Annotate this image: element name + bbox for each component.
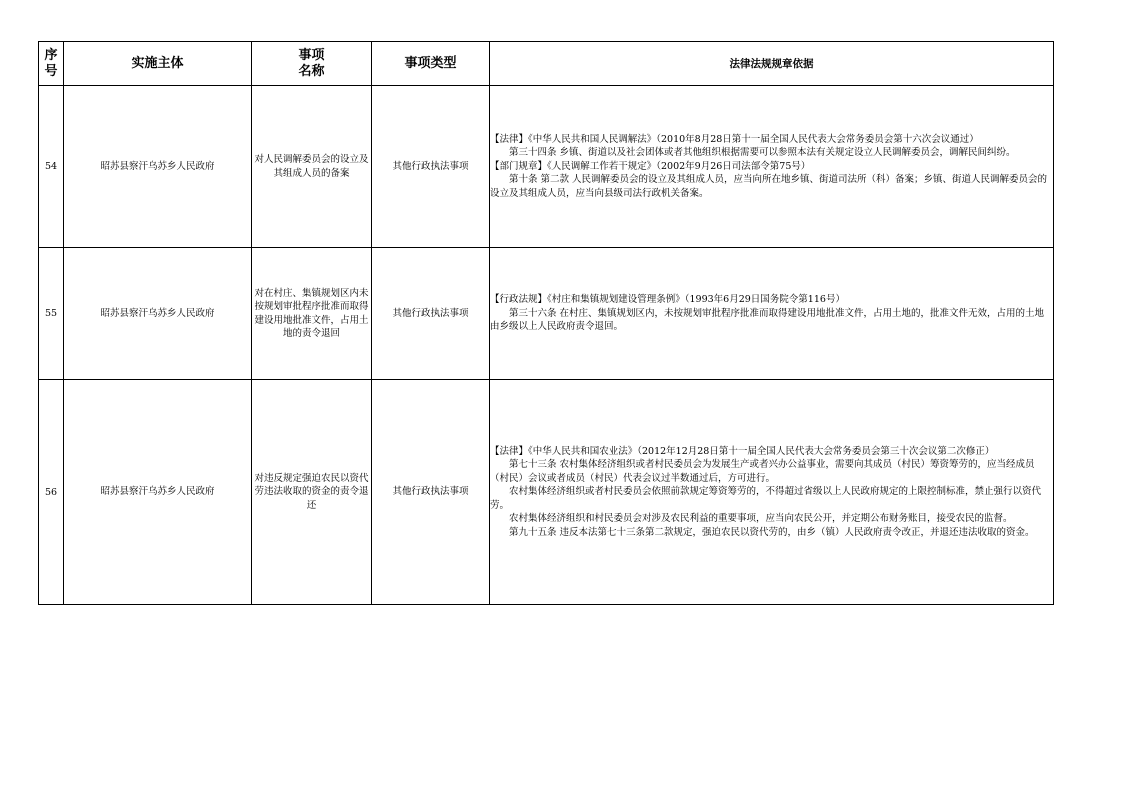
row-item: 对违反规定强迫农民以资代劳违法收取的资金的责令退还	[252, 380, 372, 605]
basis-paragraph: 【法律】《中华人民共和国农业法》（2012年12月28日第十一届全国人民代表大会常务委员会第三十次会议第二次修正）	[490, 445, 995, 457]
header-row	[39, 42, 1054, 86]
row-subject: 昭苏县察汗乌苏乡人民政府	[64, 248, 252, 380]
header-item	[252, 42, 372, 86]
header-seq-line2: 号	[44, 63, 58, 79]
row-type: 其他行政执法事项	[372, 248, 490, 380]
row-subject: 昭苏县察汗乌苏乡人民政府	[64, 86, 252, 248]
row-basis	[490, 380, 1054, 605]
row-seq: 55	[39, 248, 64, 380]
basis-paragraph: 【行政法规】《村庄和集镇规划建设管理条例》（1993年6月29日国务院令第116号）	[490, 294, 845, 306]
header-seq	[39, 42, 64, 86]
basis-paragraph: 第三十四条 乡镇、街道以及社会团体或者其他组织根据需要可以参照本法有关规定设立人民调解委员会，调解民间纠纷。	[509, 147, 1016, 159]
basis-paragraph: 第九十五条 违反本法第七十三条第二款规定，强迫农民以资代劳的，由乡（镇）人民政府责令改正，并退还违法收取的资金。	[509, 526, 1035, 538]
row-seq: 54	[39, 86, 64, 248]
basis-paragraph: 农村集体经济组织和村民委员会对涉及农民利益的重要事项，应当向农民公开，并定期公布财务账目，接受农民的监督。	[509, 513, 1013, 525]
basis-paragraph: 第三十六条 在村庄、集镇规划区内，未按规划审批程序批准而取得建设用地批准文件，占用土地的，批准文件无效，占用的土地由乡级以上人民政府责令退回。	[490, 307, 1045, 333]
row-seq: 56	[39, 380, 64, 605]
table-row	[39, 380, 1054, 605]
table-row	[39, 248, 1054, 380]
header-basis: 法律法规规章依据	[490, 42, 1054, 86]
row-basis	[490, 248, 1054, 380]
table-row	[39, 86, 1054, 248]
row-basis	[490, 86, 1054, 248]
header-seq-line1: 序	[44, 47, 58, 63]
row-item: 对在村庄、集镇规划区内未按规划审批程序批准而取得建设用地批准文件，占用土地的责令退回	[252, 248, 372, 380]
header-subject: 实施主体	[64, 42, 252, 86]
row-type: 其他行政执法事项	[372, 86, 490, 248]
basis-paragraph: 【法律】《中华人民共和国人民调解法》（2010年8月28日第十一届全国人民代表大会常务委员会第十六次会议通过）	[490, 133, 979, 145]
header-item-line1: 事项	[298, 47, 325, 63]
row-subject: 昭苏县察汗乌苏乡人民政府	[64, 380, 252, 605]
header-type: 事项类型	[372, 42, 490, 86]
basis-paragraph: 【部门规章】《人民调解工作若干规定》（2002年9月26日司法部令第75号）	[490, 160, 811, 172]
regulation-table	[38, 41, 1054, 605]
basis-paragraph: 第十条 第二款 人民调解委员会的设立及其组成人员，应当向所在地乡镇、街道司法所（科）备案；乡镇、街道人民调解委员会的设立及其组成人员，应当向县级司法行政机关备案。	[490, 174, 1048, 199]
basis-paragraph: 农村集体经济组织或者村民委员会依照前款规定筹资筹劳的，不得超过省级以上人民政府规定的上限控制标准，禁止强行以资代劳。	[490, 486, 1042, 511]
row-item: 对人民调解委员会的设立及其组成人员的备案	[252, 86, 372, 248]
header-item-line2: 名称	[298, 63, 325, 79]
basis-paragraph: 第七十三条 农村集体经济组织或者村民委员会为发展生产或者兴办公益事业，需要向其成员（村民）筹资筹劳的，应当经成员（村民）会议或者成员（村民）代表会议过半数通过后，方可进行。	[490, 459, 1035, 484]
row-type: 其他行政执法事项	[372, 380, 490, 605]
